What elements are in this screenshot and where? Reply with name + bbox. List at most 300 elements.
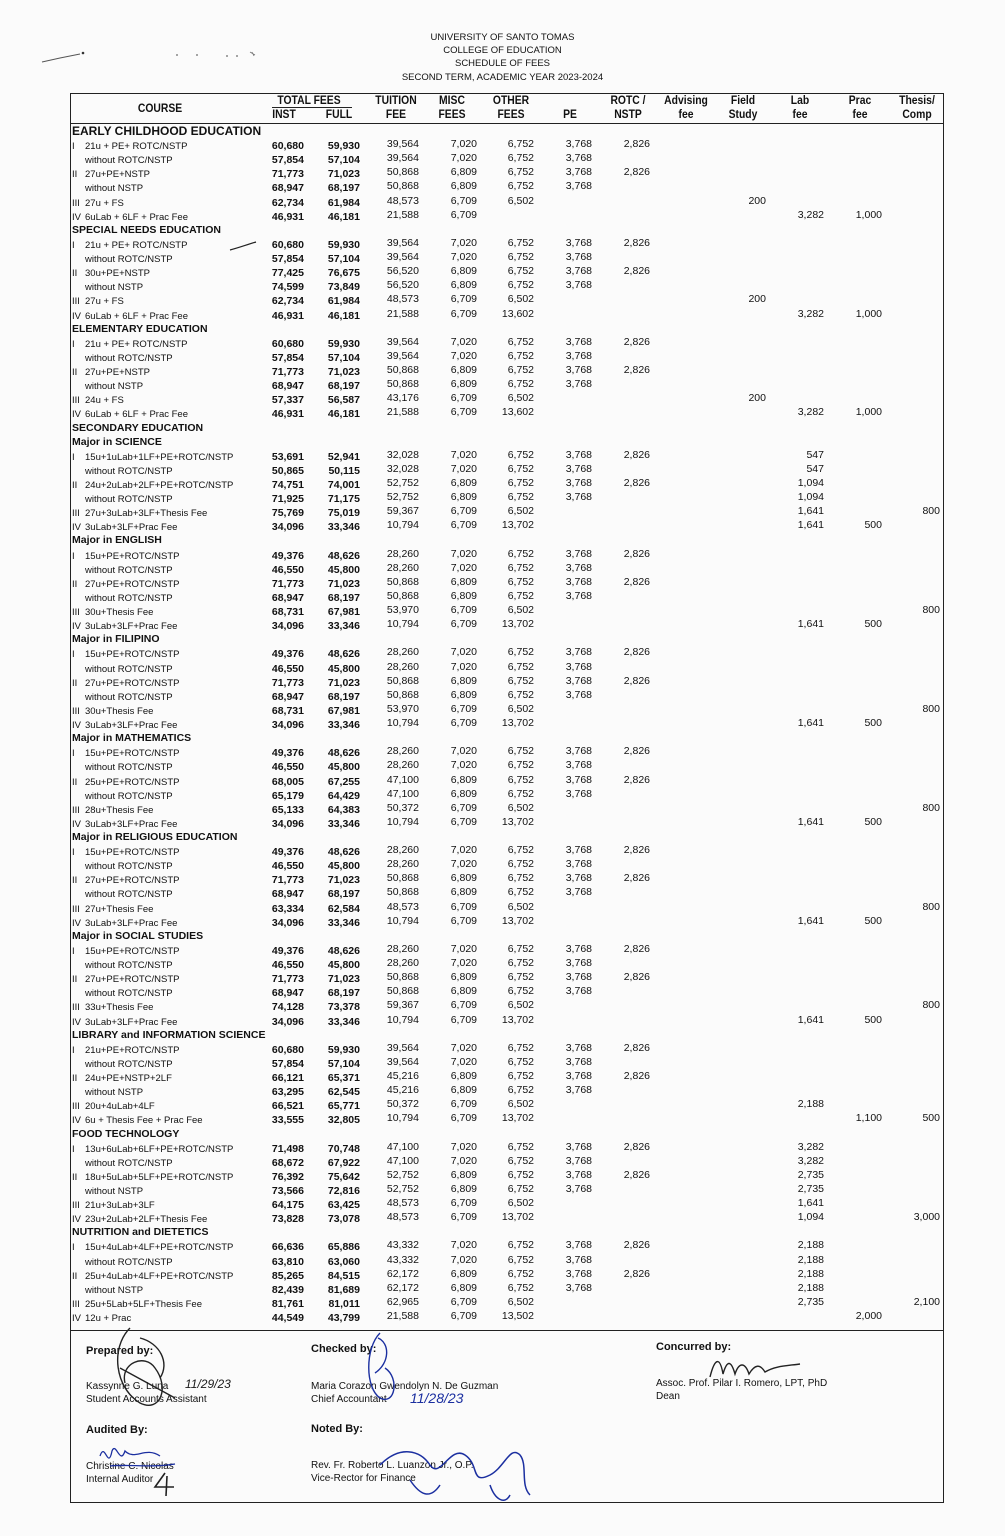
fee-rotc: 2,826: [623, 575, 650, 588]
fee-other: 6,752: [507, 265, 534, 278]
year-level: III: [72, 395, 80, 407]
fee-inst: 71,773: [271, 973, 304, 986]
fee-full: 48,626: [327, 846, 360, 859]
fee-inst: 34,096: [271, 521, 304, 534]
fee-misc: 7,020: [450, 660, 477, 673]
fee-inst: 71,773: [271, 676, 304, 689]
fee-pe: 3,768: [565, 1183, 592, 1195]
row-label: [72, 353, 173, 364]
fee-other: 6,752: [507, 759, 534, 772]
fee-misc: 7,020: [450, 942, 477, 955]
section-title: ELEMENTARY EDUCATION: [72, 322, 208, 335]
fee-pe: 3,768: [565, 265, 592, 278]
fee-other: 6,752: [507, 1239, 534, 1252]
section-title: NUTRITION and DIETETICS: [72, 1226, 209, 1239]
fee-other: 6,502: [507, 999, 534, 1012]
fee-full: 68,197: [327, 182, 360, 195]
fee-inst: 44,549: [271, 1312, 304, 1325]
fee-rotc: 2,826: [623, 745, 650, 758]
year-level: I: [72, 451, 75, 463]
fee-misc: 6,809: [450, 1281, 477, 1294]
course-load: 23u+2uLab+2LF+Thesis Fee: [85, 1214, 208, 1226]
fee-misc: 7,020: [450, 152, 477, 165]
course-load: 21u+3uLab+3LF: [85, 1200, 155, 1212]
fee-full: 71,023: [327, 676, 360, 689]
col-misc-2: FEES: [438, 109, 466, 121]
course-load: without ROTC/NSTP: [85, 494, 173, 506]
fee-inst: 66,636: [271, 1241, 304, 1254]
fee-inst: 68,005: [271, 775, 304, 788]
fee-rotc: 2,826: [623, 1168, 650, 1181]
course-load: 6uLab + 6LF + Prac Fee: [85, 211, 188, 223]
section-title: LIBRARY and INFORMATION SCIENCE: [72, 1028, 266, 1041]
fee-pe: 3,768: [565, 1154, 592, 1167]
course-load: without NSTP: [85, 1087, 144, 1099]
row-label: [72, 762, 173, 773]
fee-misc: 6,709: [450, 1310, 477, 1323]
row-label: [72, 678, 180, 689]
fee-inst: 49,376: [271, 549, 304, 562]
fee-tuition: 28,260: [386, 844, 419, 857]
fee-misc: 6,809: [450, 773, 477, 786]
fee-inst: 46,550: [271, 959, 304, 972]
fee-tuition: 50,868: [386, 886, 419, 899]
course-load: 24u + FS: [85, 395, 124, 407]
fee-full: 52,941: [327, 450, 360, 463]
fee-inst: 34,096: [271, 1015, 304, 1028]
concurred-signature: [705, 1352, 815, 1382]
fee-tuition: 39,564: [386, 349, 419, 362]
fee-tuition: 50,868: [386, 971, 419, 984]
fee-full: 48,626: [327, 648, 360, 661]
fee-full: 45,800: [327, 662, 360, 675]
col-thesis-1: Thesis/: [899, 95, 935, 107]
fee-tuition: 53,970: [386, 604, 419, 617]
fee-other: 6,752: [507, 561, 534, 574]
fee-tuition: 56,520: [386, 265, 419, 278]
fee-tuition: 52,752: [386, 1183, 419, 1195]
fee-thesis: 3,000: [913, 1211, 940, 1224]
fee-inst: 57,854: [271, 351, 304, 364]
fee-full: 73,849: [327, 281, 360, 294]
audited-by-label: Audited By:: [86, 1424, 148, 1436]
fee-tuition: 62,172: [386, 1281, 419, 1294]
fee-tuition: 43,332: [386, 1253, 419, 1266]
audited-by-name: Christine C. Nicolas: [86, 1461, 174, 1472]
fee-misc: 6,709: [450, 194, 477, 207]
fee-other: 6,752: [507, 646, 534, 659]
fee-misc: 6,809: [450, 1183, 477, 1195]
fee-misc: 7,020: [450, 236, 477, 249]
col-full: FULL: [325, 109, 353, 121]
fee-other: 6,502: [507, 505, 534, 518]
fee-tuition: 52,752: [386, 491, 419, 504]
col-advising-2: fee: [678, 109, 694, 121]
fee-full: 76,675: [327, 267, 360, 280]
fee-tuition: 52,752: [386, 477, 419, 489]
row-label: [72, 169, 150, 180]
fee-lab: 1,641: [797, 717, 824, 730]
fee-prac: 500: [864, 1013, 882, 1026]
row-label: [72, 565, 173, 576]
fee-tuition: 48,573: [386, 293, 419, 306]
fee-misc: 6,709: [450, 914, 477, 927]
fee-full: 56,587: [327, 394, 360, 407]
course-load: without ROTC/NSTP: [85, 352, 173, 364]
fee-inst: 46,931: [271, 309, 304, 322]
row-label: [72, 988, 173, 999]
fee-lab: 2,188: [797, 1281, 824, 1294]
year-level: III: [72, 804, 80, 816]
fee-tuition: 32,028: [386, 448, 419, 461]
col-other-1: OTHER: [492, 95, 530, 107]
fee-full: 68,197: [327, 690, 360, 703]
row-label: [72, 607, 153, 618]
course-load: without ROTC/NSTP: [85, 465, 173, 477]
fee-rotc: 2,826: [623, 1267, 650, 1280]
section-title: EARLY CHILDHOOD EDUCATION: [72, 124, 262, 138]
fee-inst: 57,854: [271, 1057, 304, 1070]
fee-pe: 3,768: [565, 957, 592, 970]
row-label: [72, 664, 173, 675]
fee-other: 13,702: [501, 519, 534, 532]
fee-full: 73,378: [327, 1001, 360, 1014]
fee-inst: 74,751: [271, 479, 304, 491]
fee-pe: 3,768: [565, 166, 592, 179]
section-title: Major in RELIGIOUS EDUCATION: [72, 831, 238, 843]
fee-misc: 6,809: [450, 1267, 477, 1280]
fee-rotc: 2,826: [623, 265, 650, 278]
course-load: 21u + PE+ ROTC/NSTP: [85, 338, 188, 350]
row-label: [72, 875, 180, 886]
fee-tuition: 47,100: [386, 1140, 419, 1153]
fee-inst: 50,865: [271, 464, 304, 477]
fee-tuition: 59,367: [386, 999, 419, 1012]
fee-tuition: 21,588: [386, 307, 419, 320]
year-level: III: [72, 508, 80, 520]
year-level: II: [72, 776, 78, 788]
fee-pe: 3,768: [565, 561, 592, 574]
section-title: Major in SCIENCE: [72, 435, 162, 448]
fee-lab: 2,188: [797, 1098, 824, 1111]
fee-thesis: 800: [922, 900, 940, 913]
fee-other: 13,702: [501, 1112, 534, 1125]
fee-other: 6,752: [507, 971, 534, 984]
fee-tuition: 53,970: [386, 702, 419, 715]
fee-lab: 2,188: [797, 1267, 824, 1280]
auditor-initial-mark: [150, 1470, 180, 1498]
fee-pe: 3,768: [565, 462, 592, 475]
row-label: [72, 268, 150, 279]
row-label: [72, 367, 150, 378]
row-label: [72, 1186, 143, 1197]
fee-other: 6,752: [507, 872, 534, 885]
noted-signature: [370, 1425, 540, 1515]
fee-inst: 62,734: [271, 295, 304, 308]
fee-misc: 6,709: [450, 618, 477, 631]
section-title: SECONDARY EDUCATION: [72, 421, 204, 434]
course-load: 3uLab+3LF+Prac Fee: [85, 818, 178, 830]
fee-tuition: 50,868: [386, 872, 419, 885]
row-label: [72, 1242, 233, 1253]
fee-inst: 68,947: [271, 690, 304, 703]
fee-thesis: 800: [922, 604, 940, 617]
document-title: SCHEDULE OF FEES: [454, 58, 551, 69]
year-level: II: [72, 480, 78, 491]
fee-other: 6,502: [507, 900, 534, 913]
row-label: [72, 240, 187, 251]
fee-lab: 1,094: [797, 1211, 824, 1224]
fee-misc: 6,809: [450, 985, 477, 998]
fee-other: 6,752: [507, 942, 534, 955]
fee-full: 57,104: [327, 253, 360, 266]
fee-inst: 71,773: [271, 874, 304, 887]
fee-prac: 1,100: [855, 1112, 882, 1125]
fee-full: 68,197: [327, 888, 360, 901]
fee-full: 59,930: [327, 238, 360, 251]
fee-full: 45,800: [327, 860, 360, 873]
fee-full: 59,930: [327, 140, 360, 153]
row-label: [72, 720, 177, 731]
course-load: 3uLab+3LF+Prac Fee: [85, 917, 178, 929]
fee-other: 6,752: [507, 448, 534, 461]
fee-tuition: 50,868: [386, 166, 419, 179]
section-title: Major in FILIPINO: [72, 633, 160, 646]
fee-full: 81,011: [328, 1297, 360, 1310]
fee-tuition: 47,100: [386, 1154, 419, 1167]
fee-pe: 3,768: [565, 477, 592, 489]
fee-lab: 1,641: [797, 914, 824, 927]
course-load: 27u+Thesis Fee: [85, 903, 154, 915]
fee-misc: 7,020: [450, 858, 477, 871]
college-name: COLLEGE OF EDUCATION: [443, 45, 562, 56]
fee-inst: 33,555: [271, 1114, 304, 1127]
fee-lab: 3,282: [797, 1154, 824, 1167]
section-title: Major in SOCIAL STUDIES: [72, 929, 204, 942]
fee-inst: 81,761: [271, 1297, 304, 1310]
prepared-by-title: Student Accounts Assistant: [86, 1394, 207, 1405]
col-rotc-1: ROTC /: [610, 95, 646, 107]
course-load: 33u+Thesis Fee: [85, 1002, 154, 1014]
fee-other: 6,502: [507, 801, 534, 814]
noted-by-name: Rev. Fr. Roberto L. Luanzon Jr., O.P.: [311, 1460, 474, 1471]
fee-inst: 75,769: [271, 507, 304, 520]
fee-pe: 3,768: [565, 575, 592, 588]
fee-prac: 500: [864, 717, 882, 730]
row-label: [72, 1073, 172, 1084]
fee-full: 33,346: [327, 719, 360, 732]
fee-misc: 6,709: [450, 519, 477, 532]
fee-inst: 49,376: [271, 944, 304, 957]
fee-prac: 1,000: [855, 406, 882, 419]
fee-rotc: 2,826: [623, 942, 650, 955]
year-level: II: [72, 1073, 78, 1085]
row-label: [72, 339, 187, 350]
fee-misc: 7,020: [450, 1041, 477, 1054]
fee-tuition: 43,176: [386, 392, 419, 405]
col-rotc-2: NSTP: [614, 109, 642, 121]
fee-pe: 3,768: [565, 942, 592, 955]
fee-inst: 57,854: [271, 253, 304, 266]
year-level: II: [72, 169, 78, 181]
fee-full: 67,255: [327, 775, 360, 788]
fee-misc: 6,709: [450, 1197, 477, 1210]
fee-inst: 71,925: [271, 493, 304, 506]
course-load: without ROTC/NSTP: [85, 564, 173, 576]
university-name: UNIVERSITY OF SANTO TOMAS: [430, 32, 575, 43]
row-label: [72, 1144, 233, 1155]
fee-tuition: 43,332: [386, 1239, 419, 1252]
fee-misc: 6,809: [450, 971, 477, 984]
fee-pe: 3,768: [565, 1055, 592, 1068]
fee-inst: 63,810: [271, 1255, 304, 1268]
row-label: [72, 861, 173, 872]
fee-inst: 53,691: [271, 450, 304, 463]
fee-pe: 3,768: [565, 1253, 592, 1266]
fee-full: 33,346: [327, 620, 360, 633]
fee-tuition: 50,868: [386, 985, 419, 998]
fee-full: 67,981: [327, 704, 360, 717]
fee-other: 6,752: [507, 1183, 534, 1195]
fee-full: 61,984: [327, 196, 360, 209]
fee-pe: 3,768: [565, 152, 592, 165]
fee-other: 6,752: [507, 1140, 534, 1153]
year-level: I: [72, 141, 75, 153]
fee-inst: 46,550: [271, 662, 304, 675]
fee-full: 33,346: [327, 817, 360, 830]
course-load: 25u+5Lab+5LF+Thesis Fee: [85, 1298, 202, 1310]
row-label: [72, 466, 173, 477]
fee-full: 71,023: [327, 874, 360, 887]
fee-other: 13,702: [501, 1013, 534, 1026]
fee-other: 6,502: [507, 1197, 534, 1210]
fee-inst: 34,096: [271, 719, 304, 732]
year-level: IV: [72, 917, 81, 929]
fee-misc: 6,809: [450, 575, 477, 588]
fee-tuition: 56,520: [386, 279, 419, 292]
row-label: [72, 1017, 177, 1028]
fee-inst: 82,439: [271, 1283, 304, 1296]
fee-tuition: 28,260: [386, 759, 419, 772]
fee-other: 13,602: [501, 307, 534, 320]
fee-misc: 7,020: [450, 448, 477, 461]
course-load: 27u + FS: [85, 197, 124, 209]
row-label: [72, 183, 143, 194]
fee-misc: 6,809: [450, 1070, 477, 1083]
fee-thesis: 800: [922, 999, 940, 1012]
fee-tuition: 39,564: [386, 335, 419, 348]
row-label: [72, 480, 233, 491]
fee-inst: 68,947: [271, 888, 304, 901]
fee-lab: 1,641: [797, 815, 824, 828]
course-load: 21u+PE+ROTC/NSTP: [85, 1044, 180, 1056]
fee-inst: 34,096: [271, 620, 304, 633]
fee-tuition: 28,260: [386, 646, 419, 659]
fee-inst: 71,773: [271, 168, 304, 181]
fee-inst: 68,672: [271, 1156, 304, 1169]
fee-other: 6,502: [507, 1295, 534, 1308]
course-load: without ROTC/NSTP: [85, 762, 173, 774]
fee-full: 72,816: [327, 1185, 360, 1197]
section-title: SPECIAL NEEDS EDUCATION: [72, 223, 221, 236]
fee-lab: 1,641: [797, 1013, 824, 1026]
fee-full: 75,019: [327, 507, 360, 520]
fee-thesis: 800: [922, 702, 940, 715]
fee-misc: 7,020: [450, 251, 477, 264]
course-load: without ROTC/NSTP: [85, 254, 173, 266]
year-level: II: [72, 677, 78, 689]
fee-lab: 2,735: [797, 1183, 824, 1195]
fee-rotc: 2,826: [623, 236, 650, 249]
row-label: [72, 296, 124, 307]
fee-tuition: 52,752: [386, 1168, 419, 1181]
fee-inst: 46,931: [271, 210, 304, 223]
fee-pe: 3,768: [565, 646, 592, 659]
fee-inst: 60,680: [271, 1043, 304, 1056]
row-label: [72, 621, 177, 632]
year-level: III: [72, 296, 80, 308]
fee-lab: 3,282: [797, 208, 824, 221]
fee-full: 33,346: [327, 1015, 360, 1028]
fee-tuition: 50,868: [386, 575, 419, 588]
fee-full: 71,023: [327, 577, 360, 590]
year-level: III: [72, 903, 80, 915]
fee-full: 74,001: [327, 479, 360, 491]
row-label: [72, 1002, 153, 1013]
course-load: without ROTC/NSTP: [85, 988, 173, 1000]
fee-thesis: 800: [922, 801, 940, 814]
course-load: 24u+PE+NSTP+2LF: [85, 1073, 172, 1085]
fee-other: 6,752: [507, 1070, 534, 1083]
fee-inst: 68,947: [271, 591, 304, 604]
fee-misc: 6,809: [450, 364, 477, 377]
fee-tuition: 48,573: [386, 1211, 419, 1224]
row-label: [72, 918, 177, 929]
fee-tuition: 48,573: [386, 1197, 419, 1210]
fee-tuition: 28,260: [386, 957, 419, 970]
fee-misc: 7,020: [450, 844, 477, 857]
year-level: IV: [72, 409, 81, 421]
fee-pe: 3,768: [565, 364, 592, 377]
fee-other: 6,752: [507, 180, 534, 193]
fee-field: 200: [748, 293, 766, 306]
fee-tuition: 39,564: [386, 251, 419, 264]
fee-tuition: 50,868: [386, 180, 419, 193]
fee-misc: 6,809: [450, 886, 477, 899]
fee-tuition: 39,564: [386, 152, 419, 165]
row-label: [72, 522, 177, 533]
row-label: [72, 1172, 233, 1183]
row-label: [72, 593, 173, 604]
fee-full: 62,584: [327, 902, 360, 915]
fee-inst: 60,680: [271, 337, 304, 350]
fee-misc: 6,709: [450, 900, 477, 913]
fee-tuition: 32,028: [386, 462, 419, 475]
fee-pe: 3,768: [565, 138, 592, 151]
row-label: [72, 1214, 207, 1225]
fee-misc: 7,020: [450, 646, 477, 659]
col-field-2: Study: [728, 109, 758, 121]
fee-full: 65,371: [327, 1072, 360, 1085]
course-load: 27u + FS: [85, 296, 124, 308]
fee-other: 6,752: [507, 674, 534, 687]
section-title: FOOD TECHNOLOGY: [72, 1127, 180, 1140]
year-level: I: [72, 649, 75, 661]
fee-full: 81,689: [327, 1283, 360, 1296]
fee-misc: 6,709: [450, 1112, 477, 1125]
fee-full: 46,181: [327, 408, 360, 421]
fee-inst: 49,376: [271, 648, 304, 661]
